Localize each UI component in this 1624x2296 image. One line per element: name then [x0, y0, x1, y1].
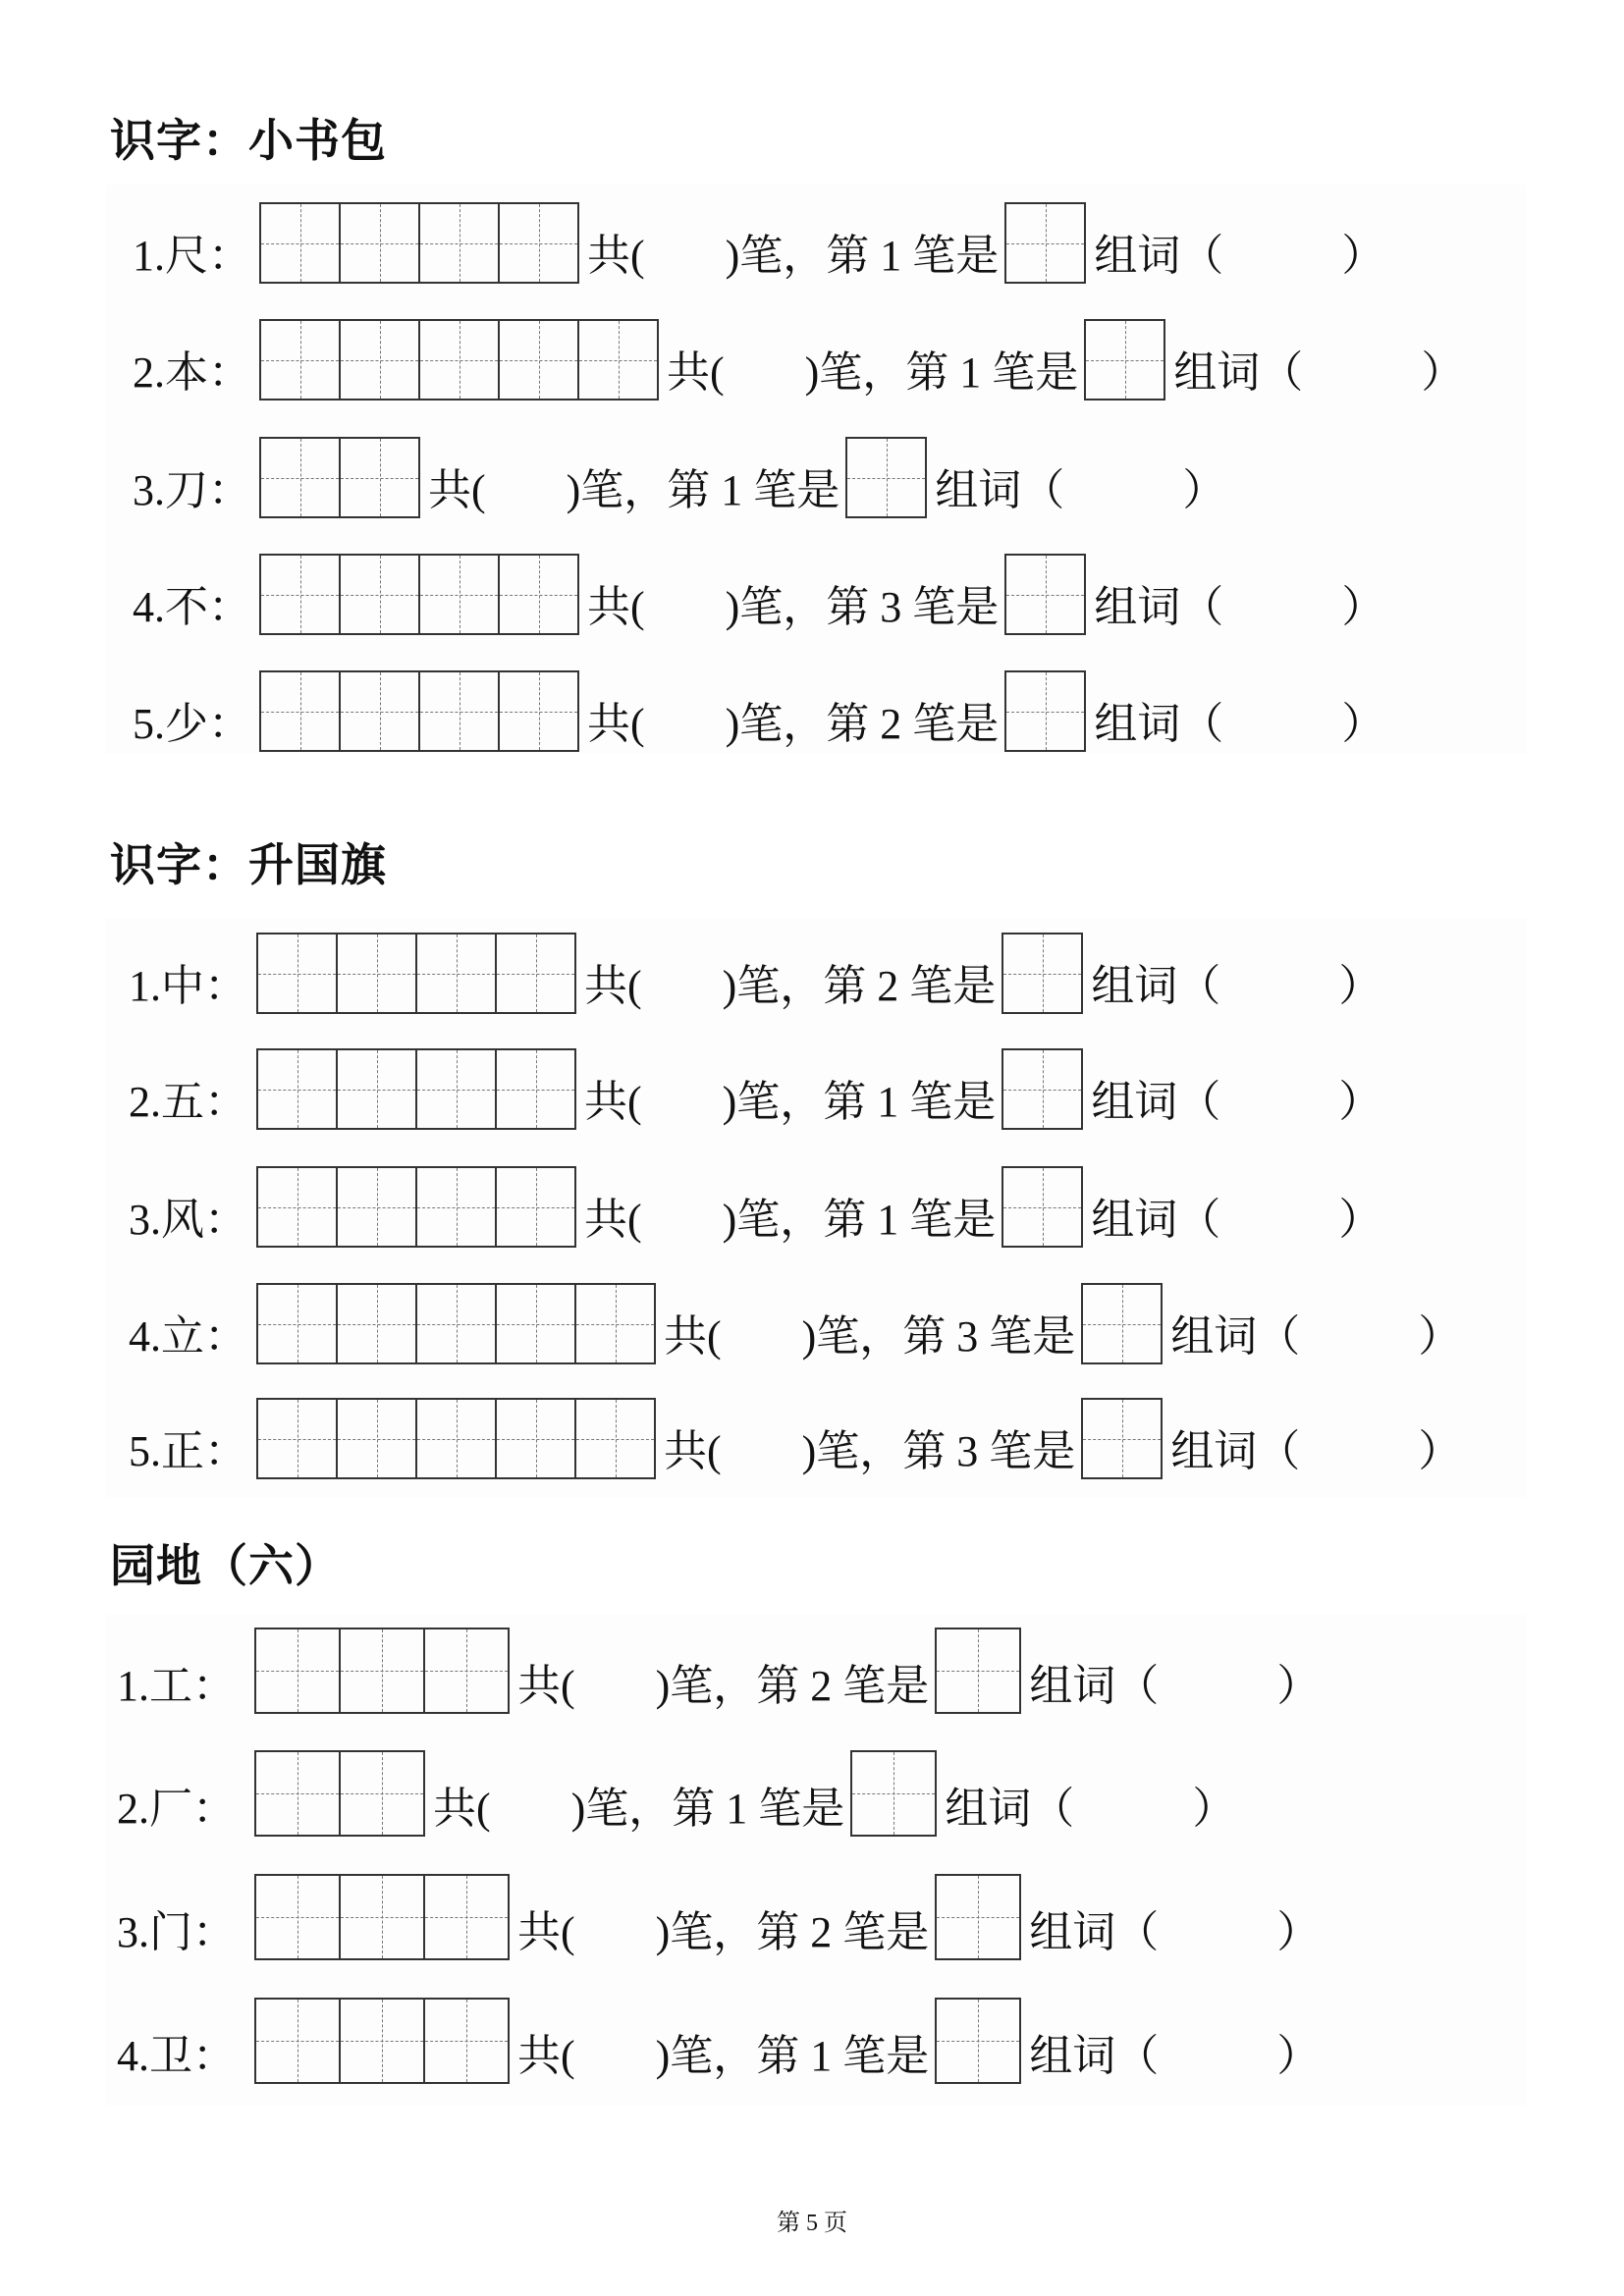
tianzige-cell[interactable] — [258, 934, 338, 1012]
exercise-row — [133, 319, 1464, 400]
tianzige-cell[interactable] — [261, 439, 341, 516]
tianzige-cell[interactable] — [258, 1285, 338, 1362]
tianzige-cell[interactable] — [425, 1629, 508, 1712]
word-building-label: 组词（ — [1091, 962, 1221, 1010]
exercise-row — [117, 1750, 1235, 1837]
word-building-close: ） — [1338, 1196, 1382, 1244]
tianzige-cell[interactable] — [256, 1752, 341, 1835]
tianzige-cell[interactable] — [500, 556, 577, 633]
stroke-count-prefix: 共( — [664, 1427, 722, 1475]
exercise-row — [129, 1048, 1381, 1130]
word-building-close: ） — [1338, 962, 1382, 1010]
exercise-row — [129, 1283, 1461, 1364]
word-building-close: ） — [1418, 1427, 1462, 1475]
stroke-nth-text: 第 1 笔是 — [826, 232, 1000, 280]
stroke-nth-text: 第 3 笔是 — [902, 1312, 1076, 1361]
word-building-label: 组词（ — [1094, 232, 1224, 280]
stroke-order-grid[interactable] — [259, 319, 659, 400]
stroke-count-prefix: 共( — [584, 1196, 642, 1244]
word-building-label: 组词（ — [935, 466, 1065, 514]
tianzige-cell[interactable] — [497, 1168, 574, 1246]
stroke-answer-box[interactable] — [1084, 319, 1165, 400]
tianzige-cell[interactable] — [497, 934, 574, 1012]
tianzige-cell[interactable] — [417, 934, 497, 1012]
stroke-order-grid[interactable] — [254, 1628, 510, 1714]
word-building-label: 组词（ — [1029, 2032, 1160, 2080]
stroke-count-prefix: 共( — [428, 466, 486, 514]
stroke-count-prefix: 共( — [433, 1785, 491, 1833]
word-building-close: ） — [1276, 1662, 1321, 1710]
tianzige-cell[interactable] — [576, 1285, 654, 1362]
tianzige-cell[interactable] — [420, 204, 500, 282]
stroke-nth-text: 第 1 笔是 — [823, 1196, 997, 1244]
stroke-order-grid[interactable] — [259, 202, 579, 284]
tianzige-cell[interactable] — [256, 2000, 341, 2082]
stroke-order-grid[interactable] — [259, 554, 579, 635]
character-label: 5.正： — [129, 1427, 247, 1475]
stroke-answer-box[interactable] — [1081, 1283, 1163, 1364]
stroke-count-suffix: )笔， — [804, 348, 906, 397]
stroke-answer-box[interactable] — [1001, 1048, 1083, 1130]
stroke-order-grid[interactable] — [256, 1398, 656, 1479]
stroke-answer-box[interactable] — [1004, 554, 1086, 635]
stroke-order-grid[interactable] — [256, 1048, 576, 1130]
tianzige-cell[interactable] — [338, 1285, 417, 1362]
tianzige-cell[interactable] — [261, 321, 341, 399]
stroke-count-prefix: 共( — [584, 1078, 642, 1126]
stroke-count-suffix: )笔， — [570, 1785, 673, 1833]
tianzige-cell[interactable] — [338, 1400, 417, 1477]
stroke-order-grid[interactable] — [256, 1283, 656, 1364]
tianzige-cell[interactable] — [497, 1050, 574, 1128]
word-building-close: ） — [1182, 466, 1226, 514]
character-label: 2.五： — [129, 1078, 247, 1126]
tianzige-cell[interactable] — [425, 1876, 508, 1958]
tianzige-cell[interactable] — [417, 1400, 497, 1477]
stroke-order-grid[interactable] — [256, 933, 576, 1014]
tianzige-cell[interactable] — [261, 672, 341, 750]
stroke-count-suffix: )笔， — [655, 2032, 757, 2080]
tianzige-cell[interactable] — [497, 1285, 576, 1362]
tianzige-cell[interactable] — [338, 1050, 417, 1128]
word-building-close: ） — [1341, 700, 1385, 748]
stroke-answer-box[interactable] — [1001, 1166, 1083, 1248]
tianzige-cell[interactable] — [420, 672, 500, 750]
tianzige-cell[interactable] — [258, 1400, 338, 1477]
word-building-close: ） — [1276, 2032, 1321, 2080]
word-building-label: 组词（ — [1029, 1908, 1160, 1956]
tianzige-cell[interactable] — [420, 321, 500, 399]
stroke-order-grid[interactable] — [259, 670, 579, 752]
stroke-count-suffix: )笔， — [655, 1908, 757, 1956]
tianzige-cell[interactable] — [341, 204, 420, 282]
character-label: 3.门： — [117, 1908, 236, 1956]
stroke-nth-text: 第 1 笔是 — [672, 1785, 845, 1833]
tianzige-cell[interactable] — [256, 1876, 341, 1958]
stroke-answer-box[interactable] — [935, 1874, 1021, 1960]
stroke-answer-box[interactable] — [845, 437, 927, 518]
stroke-count-suffix: )笔， — [801, 1312, 903, 1361]
stroke-order-grid[interactable] — [254, 1998, 510, 2084]
stroke-count-prefix: 共( — [584, 962, 642, 1010]
character-label: 2.厂： — [117, 1785, 236, 1833]
exercise-row — [133, 202, 1384, 284]
exercise-row — [117, 1628, 1320, 1714]
exercise-row — [117, 1998, 1320, 2084]
stroke-count-prefix: 共( — [517, 2032, 575, 2080]
stroke-count-suffix: )笔， — [566, 466, 668, 514]
stroke-order-grid[interactable] — [256, 1166, 576, 1248]
tianzige-cell[interactable] — [258, 1168, 338, 1246]
tianzige-cell[interactable] — [497, 1400, 576, 1477]
stroke-count-prefix: 共( — [587, 583, 645, 631]
stroke-nth-text: 第 1 笔是 — [905, 348, 1079, 397]
section-title-yuandi-6: 园地（六） — [110, 1541, 341, 1591]
stroke-answer-box[interactable] — [1004, 202, 1086, 284]
exercise-row — [129, 933, 1381, 1014]
stroke-answer-box[interactable] — [935, 1998, 1021, 2084]
stroke-nth-text: 第 2 笔是 — [756, 1662, 930, 1710]
section-title-xiaoshubao: 识字：小书包 — [110, 116, 387, 166]
stroke-answer-box[interactable] — [850, 1750, 937, 1837]
stroke-count-prefix: 共( — [587, 232, 645, 280]
word-building-close: ） — [1338, 1078, 1382, 1126]
character-label: 4.不： — [133, 583, 251, 631]
tianzige-cell[interactable] — [500, 204, 577, 282]
tianzige-cell[interactable] — [341, 439, 418, 516]
stroke-count-suffix: )笔， — [722, 1196, 824, 1244]
tianzige-cell[interactable] — [420, 556, 500, 633]
tianzige-cell[interactable] — [341, 672, 420, 750]
stroke-count-suffix: )笔， — [655, 1662, 757, 1710]
tianzige-cell[interactable] — [341, 1876, 425, 1958]
tianzige-cell[interactable] — [341, 1629, 425, 1712]
character-label: 5.少： — [133, 700, 251, 748]
tianzige-cell[interactable] — [261, 556, 341, 633]
tianzige-cell[interactable] — [258, 1050, 338, 1128]
exercise-row — [133, 437, 1225, 518]
tianzige-cell[interactable] — [261, 204, 341, 282]
tianzige-cell[interactable] — [256, 1629, 341, 1712]
stroke-answer-box[interactable] — [935, 1628, 1021, 1714]
word-building-close: ） — [1341, 583, 1385, 631]
word-building-close: ） — [1421, 348, 1465, 397]
tianzige-cell[interactable] — [425, 2000, 508, 2082]
exercise-row — [129, 1166, 1381, 1248]
stroke-count-suffix: )笔， — [722, 962, 824, 1010]
section-title-shengguoqi: 识字：升国旗 — [110, 840, 387, 890]
word-building-label: 组词（ — [1091, 1078, 1221, 1126]
stroke-order-grid[interactable] — [254, 1874, 510, 1960]
exercise-row — [133, 670, 1384, 752]
word-building-label: 组词（ — [1094, 700, 1224, 748]
stroke-nth-text: 第 3 笔是 — [826, 583, 1000, 631]
stroke-count-prefix: 共( — [664, 1312, 722, 1361]
stroke-nth-text: 第 2 笔是 — [826, 700, 1000, 748]
tianzige-cell[interactable] — [417, 1050, 497, 1128]
character-label: 3.刀： — [133, 466, 251, 514]
word-building-label: 组词（ — [945, 1785, 1075, 1833]
word-building-label: 组词（ — [1094, 583, 1224, 631]
character-label: 2.本： — [133, 348, 251, 397]
word-building-label: 组词（ — [1029, 1662, 1160, 1710]
stroke-answer-box[interactable] — [1001, 933, 1083, 1014]
character-label: 4.卫： — [117, 2032, 236, 2080]
word-building-label: 组词（ — [1170, 1312, 1301, 1361]
stroke-count-prefix: 共( — [517, 1908, 575, 1956]
tianzige-cell[interactable] — [338, 1168, 417, 1246]
stroke-nth-text: 第 2 笔是 — [756, 1908, 930, 1956]
word-building-label: 组词（ — [1173, 348, 1304, 397]
exercise-row — [129, 1398, 1461, 1479]
page-number: 第 5 页 — [777, 2211, 847, 2236]
character-label: 4.立： — [129, 1312, 247, 1361]
stroke-answer-box[interactable] — [1081, 1398, 1163, 1479]
stroke-count-prefix: 共( — [587, 700, 645, 748]
tianzige-cell[interactable] — [500, 672, 577, 750]
word-building-label: 组词（ — [1170, 1427, 1301, 1475]
stroke-count-suffix: )笔， — [725, 583, 827, 631]
stroke-nth-text: 第 1 笔是 — [667, 466, 840, 514]
tianzige-cell[interactable] — [417, 1168, 497, 1246]
character-label: 1.尺： — [133, 232, 251, 280]
stroke-count-suffix: )笔， — [725, 232, 827, 280]
character-label: 3.风： — [129, 1196, 247, 1244]
word-building-close: ） — [1418, 1312, 1462, 1361]
word-building-close: ） — [1276, 1908, 1321, 1956]
stroke-count-prefix: 共( — [667, 348, 725, 397]
stroke-count-suffix: )笔， — [725, 700, 827, 748]
tianzige-cell[interactable] — [417, 1285, 497, 1362]
word-building-close: ） — [1192, 1785, 1236, 1833]
exercise-row — [117, 1874, 1320, 1960]
character-label: 1.工： — [117, 1662, 236, 1710]
stroke-nth-text: 第 1 笔是 — [756, 2032, 930, 2080]
tianzige-cell[interactable] — [576, 1400, 654, 1477]
stroke-count-prefix: 共( — [517, 1662, 575, 1710]
stroke-nth-text: 第 1 笔是 — [823, 1078, 997, 1126]
character-label: 1.中： — [129, 962, 247, 1010]
exercise-row — [133, 554, 1384, 635]
tianzige-cell[interactable] — [500, 321, 579, 399]
tianzige-cell[interactable] — [341, 2000, 425, 2082]
stroke-nth-text: 第 3 笔是 — [902, 1427, 1076, 1475]
stroke-count-suffix: )笔， — [722, 1078, 824, 1126]
tianzige-cell[interactable] — [341, 321, 420, 399]
stroke-answer-box[interactable] — [1004, 670, 1086, 752]
stroke-order-grid[interactable] — [259, 437, 420, 518]
stroke-nth-text: 第 2 笔是 — [823, 962, 997, 1010]
tianzige-cell[interactable] — [341, 1752, 423, 1835]
tianzige-cell[interactable] — [341, 556, 420, 633]
stroke-order-grid[interactable] — [254, 1750, 425, 1837]
stroke-count-suffix: )笔， — [801, 1427, 903, 1475]
tianzige-cell[interactable] — [338, 934, 417, 1012]
word-building-close: ） — [1341, 232, 1385, 280]
word-building-label: 组词（ — [1091, 1196, 1221, 1244]
tianzige-cell[interactable] — [579, 321, 657, 399]
